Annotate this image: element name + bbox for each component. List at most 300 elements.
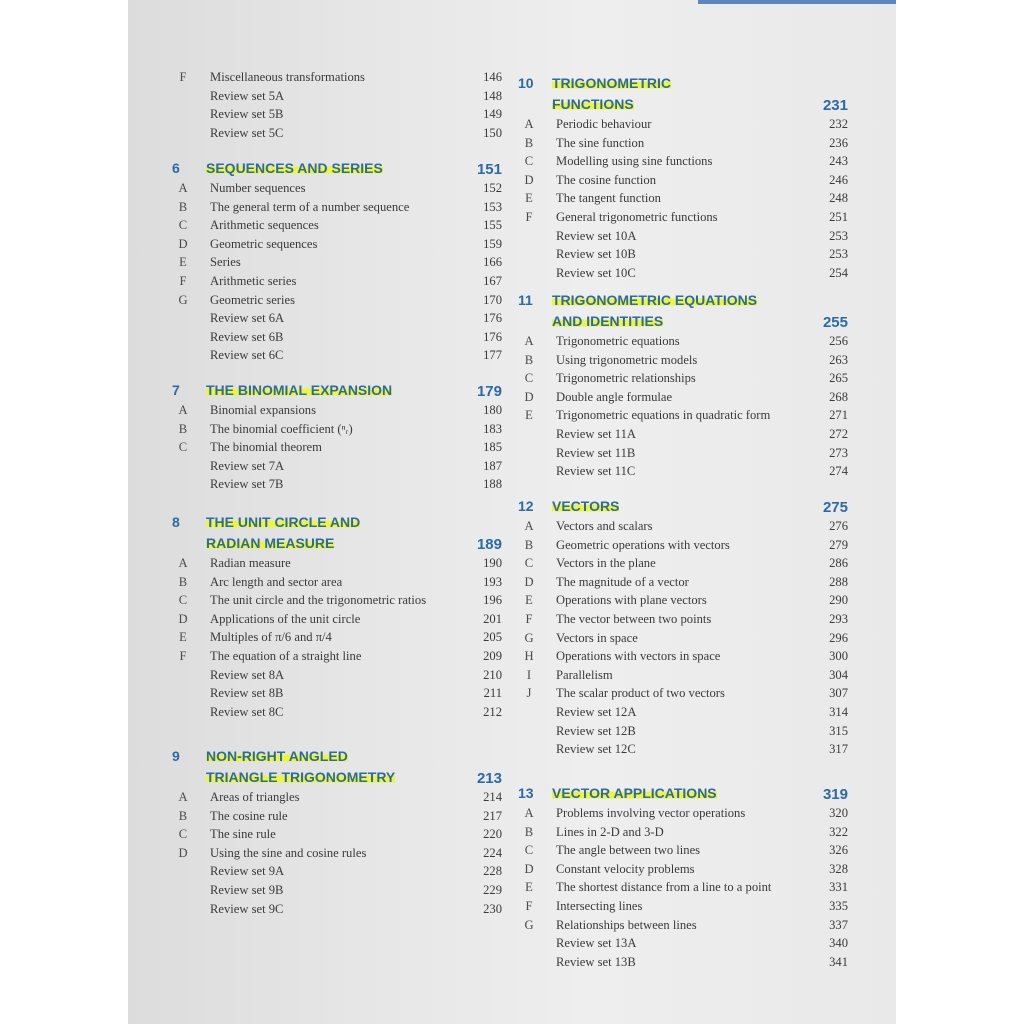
toc-entry (518, 897, 848, 915)
section-page-number: 196 (483, 593, 502, 608)
section-title: Review set 10C (556, 265, 636, 280)
toc-entry (518, 189, 848, 207)
section-title: Review set 5C (210, 125, 284, 140)
section-letter: E (525, 593, 533, 608)
toc-entry (518, 647, 848, 665)
section-page-number: 236 (829, 135, 848, 150)
section-title: Using the sine and cosine rules (210, 845, 367, 860)
section-title: Trigonometric relationships (556, 371, 696, 386)
section-page-number: 159 (483, 236, 502, 251)
section-page-number: 176 (483, 329, 502, 344)
page-top-rule (698, 0, 896, 4)
section-letter: G (524, 917, 534, 932)
section-letter: C (178, 827, 188, 842)
chapter-heading (172, 512, 502, 554)
toc-entry (172, 309, 502, 327)
section-letter: C (524, 556, 534, 571)
book-page (128, 0, 896, 1024)
section-title: Vectors in space (556, 630, 638, 645)
toc-entry (518, 536, 848, 554)
toc-entry (518, 860, 848, 878)
section-page-number: 337 (829, 917, 848, 932)
section-letter: B (178, 574, 188, 589)
section-title: The unit circle and the trigonometric ratios (210, 593, 427, 608)
section-page-number: 286 (829, 556, 848, 571)
toc-entry (518, 517, 848, 535)
toc-entry (172, 703, 502, 721)
chapter-heading (172, 158, 502, 179)
toc-entry (172, 401, 502, 419)
section-title: Areas of triangles (210, 790, 300, 804)
toc-entry (518, 684, 848, 702)
toc-entry (518, 591, 848, 609)
section-page-number: 246 (829, 172, 848, 187)
section-letter: E (525, 880, 533, 895)
section-letter: A (178, 556, 188, 570)
toc-entry (518, 134, 848, 152)
section-title: The binomial theorem (210, 440, 322, 455)
toc-entry (172, 198, 502, 216)
section-title: Applications of the unit circle (210, 611, 361, 626)
section-page-number: 217 (483, 808, 502, 823)
section-title: Review set 13B (556, 954, 636, 969)
section-page-number: 188 (483, 477, 502, 492)
section-title: The magnitude of a vector (556, 574, 689, 589)
toc-entry (518, 953, 848, 971)
toc-entry (172, 235, 502, 253)
section-title: The sine function (556, 135, 645, 150)
section-title: Trigonometric equations (556, 334, 680, 348)
section-title: Review set 11B (556, 445, 636, 460)
section-letter: H (524, 649, 534, 664)
toc-entry (518, 425, 848, 443)
section-page-number: 315 (829, 723, 848, 738)
section-title: Using trigonometric models (556, 352, 698, 367)
chapter-title-line: VECTORS (552, 498, 620, 514)
section-title: The cosine function (556, 172, 657, 187)
section-title: Review set 9B (210, 883, 284, 897)
toc-entry (518, 703, 848, 721)
section-title: Arithmetic sequences (210, 218, 319, 233)
section-title: The equation of a straight line (210, 649, 362, 663)
section-title: Problems involving vector operations (556, 806, 746, 820)
chapter-title-line: NON-RIGHT ANGLED (206, 748, 348, 764)
toc-entry (172, 216, 502, 234)
section-title: Review set 7A (210, 458, 285, 473)
section-letter: B (524, 824, 534, 839)
toc-entry (172, 291, 502, 309)
section-title: Modelling using sine functions (556, 154, 713, 169)
toc-entry (518, 722, 848, 740)
section-title: Review set 12A (556, 705, 637, 719)
toc-entry (172, 554, 502, 572)
section-page-number: 304 (829, 667, 848, 682)
toc-entry (518, 227, 848, 245)
section-letter: A (178, 790, 188, 804)
toc-entry (518, 208, 848, 226)
chapter-title-line: THE BINOMIAL EXPANSION (206, 382, 393, 398)
section-title: The shortest distance from a line to a point (556, 880, 772, 895)
section-page-number: 307 (829, 686, 848, 701)
chapter-number: 12 (518, 498, 534, 514)
section-page-number: 340 (829, 936, 848, 951)
chapter-title-line: THE UNIT CIRCLE AND (206, 514, 361, 530)
section-page-number: 210 (483, 667, 502, 682)
section-page-number: 296 (829, 630, 848, 645)
section-page-number: 253 (829, 247, 848, 262)
section-page-number: 148 (483, 88, 502, 103)
section-page-number: 201 (483, 611, 502, 626)
section-page-number: 256 (829, 334, 848, 348)
section-letter: I (526, 667, 532, 682)
toc-entry (518, 444, 848, 462)
section-letter: C (178, 218, 188, 233)
toc-entry (172, 68, 502, 86)
section-letter: A (524, 806, 534, 820)
section-page-number: 288 (829, 574, 848, 589)
toc-entry (172, 628, 502, 646)
toc-entry (172, 666, 502, 684)
chapter-number: 8 (172, 514, 180, 530)
section-letter: B (178, 421, 188, 436)
section-letter: F (179, 274, 187, 288)
section-title: Vectors and scalars (556, 519, 653, 533)
section-letter: E (179, 255, 187, 270)
toc-entry (172, 457, 502, 475)
section-page-number: 331 (829, 880, 848, 895)
toc-entry (518, 554, 848, 572)
section-title: Multiples of π/6 and π/4 (210, 630, 332, 645)
section-letter: D (178, 845, 188, 860)
section-page-number: 146 (483, 70, 502, 84)
toc-entry (518, 152, 848, 170)
chapter-title-line: SEQUENCES AND SERIES (206, 160, 383, 176)
toc-entry (172, 87, 502, 105)
section-title: The sine rule (210, 827, 276, 842)
section-page-number: 209 (483, 649, 502, 663)
section-letter: D (524, 861, 534, 876)
section-title: The cosine rule (210, 808, 288, 823)
section-title: Review set 6C (210, 348, 284, 363)
chapter-page-number: 255 (822, 314, 848, 331)
section-title: Relationships between lines (556, 917, 697, 932)
section-title: The tangent function (556, 191, 661, 206)
section-page-number: 328 (829, 861, 848, 876)
toc-entry (518, 388, 848, 406)
section-title: Constant velocity problems (556, 861, 695, 876)
section-title: The general term of a number sequence (210, 199, 410, 214)
section-title: Operations with plane vectors (556, 593, 707, 608)
section-page-number: 265 (829, 371, 848, 386)
chapter-heading (518, 783, 848, 804)
section-letter: D (524, 172, 534, 187)
section-title: Review set 9C (210, 901, 284, 916)
toc-entry (172, 438, 502, 456)
section-page-number: 314 (829, 705, 848, 719)
section-letter: D (524, 389, 534, 404)
section-title: Binomial expansions (210, 403, 316, 417)
section-title: Review set 10A (556, 228, 637, 243)
toc-entry (518, 264, 848, 282)
toc-entry (518, 878, 848, 896)
toc-entry (172, 124, 502, 142)
section-letter: A (178, 403, 188, 417)
toc-entry (518, 629, 848, 647)
toc-entry (172, 591, 502, 609)
section-page-number: 180 (483, 403, 502, 417)
chapter-title-line: TRIGONOMETRIC (552, 75, 671, 91)
section-page-number: 276 (829, 519, 848, 533)
section-title: Double angle formulae (556, 389, 673, 404)
section-letter: A (524, 334, 534, 348)
section-page-number: 190 (483, 556, 502, 570)
toc-entry (518, 171, 848, 189)
section-page-number: 187 (483, 458, 502, 473)
toc-entry (518, 573, 848, 591)
section-page-number: 228 (483, 864, 502, 879)
toc-entry (172, 807, 502, 825)
toc-entry (172, 272, 502, 290)
section-page-number: 326 (829, 843, 848, 858)
toc-entry (172, 179, 502, 197)
section-letter: C (524, 154, 534, 169)
section-page-number: 317 (829, 742, 848, 757)
section-title: Periodic behaviour (556, 117, 652, 131)
chapter-number: 9 (172, 748, 180, 764)
section-title: Lines in 2-D and 3-D (556, 824, 664, 839)
section-title: Review set 6A (210, 311, 285, 326)
toc-entry (172, 573, 502, 591)
chapter-number: 11 (518, 292, 533, 308)
section-page-number: 290 (829, 593, 848, 608)
section-page-number: 293 (829, 612, 848, 626)
chapter-heading (518, 496, 848, 517)
toc-entry (172, 844, 502, 862)
section-letter: F (179, 649, 187, 663)
section-page-number: 248 (829, 191, 848, 206)
section-title: The vector between two points (556, 612, 712, 626)
section-letter: F (525, 210, 533, 224)
section-title: Miscellaneous transformations (210, 70, 365, 84)
section-letter: A (178, 181, 188, 195)
toc-entry (172, 788, 502, 806)
section-letter: F (525, 612, 533, 626)
section-title: General trigonometric functions (556, 210, 718, 224)
section-title: Review set 5B (210, 107, 284, 122)
section-letter: E (179, 630, 187, 645)
toc-entry (172, 420, 502, 438)
chapter-number: 10 (518, 75, 534, 91)
section-title: Review set 7B (210, 477, 284, 492)
section-title: Review set 12B (556, 723, 636, 738)
toc-entry (172, 610, 502, 628)
section-title: Operations with vectors in space (556, 649, 721, 664)
section-letter: B (178, 199, 188, 214)
section-title: Review set 8A (210, 667, 285, 682)
section-title: Review set 10B (556, 247, 636, 262)
section-title: Review set 8B (210, 686, 284, 701)
section-page-number: 279 (829, 537, 848, 552)
section-title: Review set 6B (210, 329, 284, 344)
section-page-number: 149 (483, 107, 502, 122)
section-title: Review set 5A (210, 88, 285, 103)
chapter-title-line: FUNCTIONS (552, 96, 634, 112)
section-page-number: 243 (829, 154, 848, 169)
section-page-number: 214 (483, 790, 502, 804)
chapter-page-number: 179 (476, 383, 502, 400)
section-page-number: 268 (829, 389, 848, 404)
section-page-number: 167 (483, 274, 502, 288)
section-title: Geometric operations with vectors (556, 537, 730, 552)
section-title: Review set 13A (556, 936, 637, 951)
toc-entry (172, 475, 502, 493)
chapter-heading (172, 380, 502, 401)
section-title: Review set 11A (556, 427, 636, 441)
section-page-number: 230 (483, 901, 502, 916)
toc-entry (172, 328, 502, 346)
chapter-title-line: RADIAN MEASURE (206, 535, 335, 551)
toc-entry (172, 105, 502, 123)
section-page-number: 272 (829, 427, 848, 441)
section-letter: B (524, 135, 534, 150)
chapter-number: 13 (518, 785, 534, 801)
section-page-number: 232 (829, 117, 848, 131)
chapter-number: 7 (172, 382, 180, 398)
section-page-number: 341 (829, 954, 848, 969)
toc-entry (518, 666, 848, 684)
section-letter: C (178, 440, 188, 455)
toc-entry (518, 351, 848, 369)
section-page-number: 212 (483, 704, 502, 719)
section-title: Review set 11C (556, 464, 636, 479)
section-title: Intersecting lines (556, 899, 643, 913)
section-title: Parallelism (556, 667, 613, 682)
chapter-title-line: AND IDENTITIES (552, 313, 664, 329)
section-letter: F (179, 70, 187, 84)
chapter-page-number: 213 (476, 770, 502, 787)
toc-entry (172, 253, 502, 271)
section-letter: B (524, 537, 534, 552)
section-page-number: 185 (483, 440, 502, 455)
section-letter: G (178, 292, 188, 307)
section-title: The angle between two lines (556, 843, 701, 858)
section-page-number: 254 (829, 265, 848, 280)
section-title: Geometric sequences (210, 236, 318, 251)
toc-entry (172, 881, 502, 899)
chapter-page-number: 319 (822, 786, 848, 803)
toc-entry (172, 684, 502, 702)
chapter-title-line: TRIANGLE TRIGONOMETRY (206, 769, 396, 785)
section-title: Trigonometric equations in quadratic form (556, 408, 771, 423)
section-letter: C (178, 593, 188, 608)
section-title: The scalar product of two vectors (556, 686, 725, 701)
section-letter: D (178, 236, 188, 251)
chapter-title-line: VECTOR APPLICATIONS (552, 785, 717, 801)
section-page-number: 205 (483, 630, 502, 645)
section-title: Arithmetic series (210, 274, 297, 288)
chapter-heading (518, 73, 848, 115)
section-title: The binomial coefficient (ⁿᵣ) (210, 421, 353, 436)
toc-entry (518, 934, 848, 952)
section-letter: C (524, 371, 534, 386)
section-page-number: 170 (483, 292, 502, 307)
toc-entry (172, 862, 502, 880)
toc-entry (518, 406, 848, 424)
section-page-number: 211 (483, 686, 502, 701)
toc-entry (518, 804, 848, 822)
section-letter: J (526, 686, 532, 701)
section-letter: B (524, 352, 534, 367)
section-title: Geometric series (210, 292, 295, 307)
section-letter: D (524, 574, 534, 589)
chapter-page-number: 275 (822, 499, 848, 516)
section-page-number: 153 (483, 199, 502, 214)
section-page-number: 300 (829, 649, 848, 664)
section-letter: A (524, 117, 534, 131)
section-title: Radian measure (210, 556, 291, 570)
section-page-number: 274 (829, 464, 848, 479)
toc-entry (172, 900, 502, 918)
section-page-number: 251 (829, 210, 848, 224)
toc-entry (172, 647, 502, 665)
section-letter: E (525, 191, 533, 206)
section-page-number: 253 (829, 228, 848, 243)
section-letter: E (525, 408, 533, 423)
toc-entry (518, 841, 848, 859)
chapter-number: 6 (172, 160, 180, 176)
section-page-number: 183 (483, 421, 502, 436)
toc-entry (172, 346, 502, 364)
section-letter: G (524, 630, 534, 645)
section-title: Review set 9A (210, 864, 285, 879)
toc-entry (518, 115, 848, 133)
chapter-page-number: 231 (822, 97, 848, 114)
section-title: Vectors in the plane (556, 556, 656, 571)
toc-entry (172, 825, 502, 843)
toc-entry (518, 916, 848, 934)
toc-entry (518, 245, 848, 263)
toc-entry (518, 823, 848, 841)
section-title: Arc length and sector area (210, 574, 343, 589)
chapter-page-number: 151 (476, 161, 502, 178)
section-page-number: 335 (829, 899, 848, 913)
section-page-number: 166 (483, 255, 502, 270)
section-page-number: 177 (483, 348, 502, 363)
section-page-number: 273 (829, 445, 848, 460)
section-page-number: 220 (483, 827, 502, 842)
section-letter: D (178, 611, 188, 626)
section-page-number: 271 (829, 408, 848, 423)
section-page-number: 263 (829, 352, 848, 367)
chapter-heading (518, 290, 848, 332)
toc-entry (518, 332, 848, 350)
section-letter: F (525, 899, 533, 913)
section-page-number: 320 (829, 806, 848, 820)
chapter-page-number: 189 (476, 536, 502, 553)
section-page-number: 229 (483, 883, 502, 897)
section-page-number: 322 (829, 824, 848, 839)
section-page-number: 150 (483, 125, 502, 140)
chapter-heading (172, 746, 502, 788)
section-page-number: 155 (483, 218, 502, 233)
toc-entry (518, 462, 848, 480)
section-letter: B (178, 808, 188, 823)
section-page-number: 176 (483, 311, 502, 326)
section-page-number: 224 (483, 845, 502, 860)
section-letter: C (524, 843, 534, 858)
section-title: Number sequences (210, 181, 306, 195)
chapter-title-line: TRIGONOMETRIC EQUATIONS (552, 292, 758, 308)
